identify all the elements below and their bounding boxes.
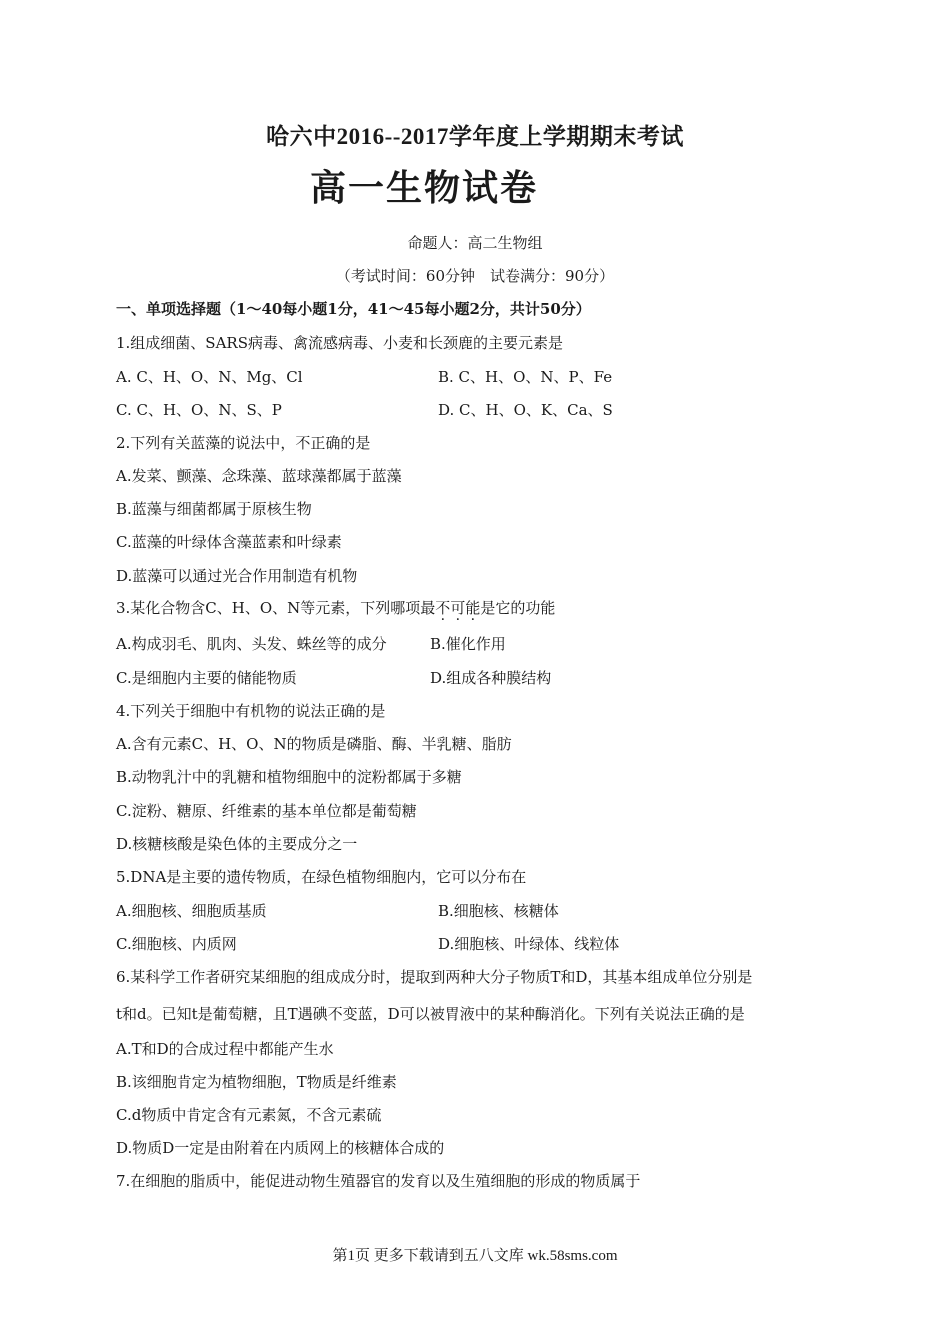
subject-title: 高一生物试卷 bbox=[310, 168, 539, 209]
author-line: 命题人：高二生物组 bbox=[407, 234, 543, 252]
question-2-option-a: A.发菜、颤藻、念珠藻、蓝球藻都属于蓝藻 bbox=[116, 467, 402, 485]
question-4-stem: 4.下列关于细胞中有机物的说法正确的是 bbox=[116, 702, 386, 720]
question-5-option-a: A.细胞核、细胞质基质 bbox=[116, 902, 267, 920]
question-1-option-d: D. C、H、O、K、Ca、S bbox=[438, 401, 613, 419]
question-6-option-a: A.T和D的合成过程中都能产生水 bbox=[116, 1040, 334, 1058]
question-7-stem: 7.在细胞的脂质中，能促进动物生殖器官的发育以及生殖细胞的形成的物质属于 bbox=[116, 1172, 641, 1190]
emphasis-char: 不 bbox=[435, 599, 451, 617]
question-5-stem: 5.DNA是主要的遗传物质，在绿色植物细胞内，它可以分布在 bbox=[116, 868, 527, 886]
page-footer: 第1页 更多下载请到五八文库 wk.58sms.com bbox=[332, 1248, 618, 1264]
question-6-stem-line-2: t和d。已知t是葡萄糖，且T遇碘不变蓝，D可以被胃液中的某种酶消化。下列有关说法正确的是 bbox=[116, 1005, 745, 1023]
emphasis-char: 能 bbox=[465, 599, 481, 617]
section-heading: 一、单项选择题（1～40每小题1分，41～45每小题2分，共计50分） bbox=[116, 300, 591, 318]
question-1-option-c: C. C、H、O、N、S、P bbox=[116, 401, 282, 419]
question-4-option-a: A.含有元素C、H、O、N的物质是磷脂、酶、半乳糖、脂肪 bbox=[116, 735, 512, 753]
question-2-option-d: D.蓝藻可以通过光合作用制造有机物 bbox=[116, 567, 358, 585]
exam-title: 哈六中2016--2017学年度上学期期末考试 bbox=[266, 124, 684, 149]
question-2-option-b: B.蓝藻与细菌都属于原核生物 bbox=[116, 500, 312, 518]
question-1-option-b: B. C、H、O、N、P、Fe bbox=[438, 368, 613, 386]
question-3-stem-end: 是它的功能 bbox=[480, 599, 556, 617]
question-2-option-c: C.蓝藻的叶绿体含藻蓝素和叶绿素 bbox=[116, 533, 342, 551]
question-6-stem-line-1: 6.某科学工作者研究某细胞的组成成分时，提取到两种大分子物质T和D，其基本组成单位分别是 bbox=[116, 968, 753, 986]
question-3-stem bbox=[116, 597, 555, 618]
question-5-option-b: B.细胞核、核糖体 bbox=[438, 902, 559, 920]
question-3-option-d: D.组成各种膜结构 bbox=[430, 669, 552, 687]
exam-info: （考试时间：60分钟 试卷满分：90分） bbox=[335, 267, 615, 285]
question-4-option-d: D.核糖核酸是染色体的主要成分之一 bbox=[116, 835, 358, 853]
question-1-option-a: A. C、H、O、N、Mg、Cl bbox=[116, 368, 303, 386]
question-6-option-b: B.该细胞肯定为植物细胞，T物质是纤维素 bbox=[116, 1073, 397, 1091]
question-3-stem-start: 3.某化合物含C、H、O、N等元素，下列哪项最 bbox=[116, 599, 436, 617]
question-3-option-a: A.构成羽毛、肌肉、头发、蛛丝等的成分 bbox=[116, 635, 387, 653]
question-1-stem: 1.组成细菌、SARS病毒、禽流感病毒、小麦和长颈鹿的主要元素是 bbox=[116, 334, 563, 352]
question-5-option-c: C.细胞核、内质网 bbox=[116, 935, 237, 953]
question-4-option-b: B.动物乳汁中的乳糖和植物细胞中的淀粉都属于多糖 bbox=[116, 768, 462, 786]
question-5-option-d: D.细胞核、叶绿体、线粒体 bbox=[438, 935, 620, 953]
emphasis-char: 可 bbox=[450, 599, 466, 617]
question-3-option-c: C.是细胞内主要的储能物质 bbox=[116, 669, 297, 687]
question-3-option-b: B.催化作用 bbox=[430, 635, 506, 653]
question-6-option-d: D.物质D一定是由附着在内质网上的核糖体合成的 bbox=[116, 1139, 445, 1157]
question-2-stem: 2.下列有关蓝藻的说法中，不正确的是 bbox=[116, 434, 371, 452]
question-4-option-c: C.淀粉、糖原、纤维素的基本单位都是葡萄糖 bbox=[116, 802, 417, 820]
question-6-option-c: C.d物质中肯定含有元素氮，不含元素硫 bbox=[116, 1106, 382, 1124]
